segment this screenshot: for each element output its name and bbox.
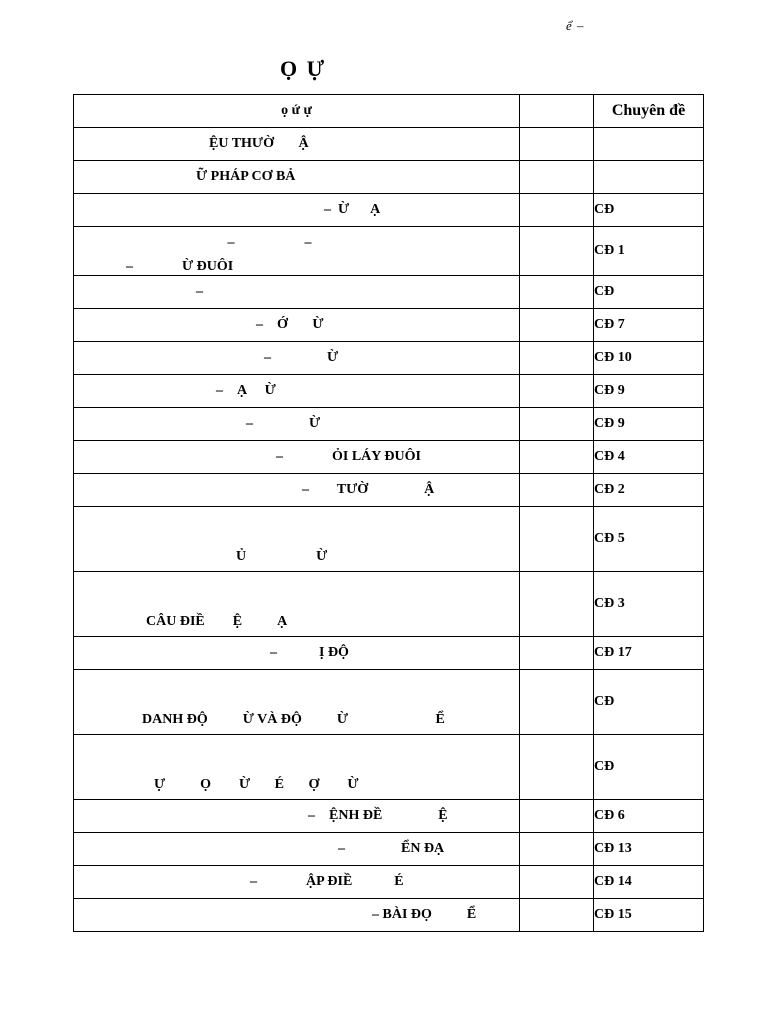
table-row [74,833,704,866]
table-row [74,194,704,227]
table-row [74,375,704,408]
row-title [74,227,520,276]
row-topic-code: CĐ 3 [594,572,704,637]
row-title-line: DANH ĐỘ Ừ VÀ ĐỘ Ừ Ể [142,712,445,727]
row-title [74,161,520,194]
row-blank [520,833,594,866]
row-title-line: – [196,284,203,299]
row-topic-code: CĐ 9 [594,375,704,408]
header-blank [520,95,594,128]
header-topic: Chuyên đề [594,95,704,128]
row-topic-code: CĐ 17 [594,637,704,670]
document-title: Ọ Ự [280,56,327,81]
row-title-line: – Ừ ĐUÔI [126,259,234,274]
row-title [74,194,520,227]
row-blank [520,800,594,833]
table-header-row [74,95,704,128]
row-title-line: – Ị ĐỘ [270,645,349,660]
row-blank [520,572,594,637]
table-row [74,161,704,194]
row-topic-code [594,161,704,194]
table-row [74,670,704,735]
table-row [74,735,704,800]
row-title-line: – BÀI ĐỌ Ể [372,907,477,922]
table-row [74,899,704,932]
row-title-line: – ỆNH ĐỀ Ệ [308,808,448,823]
row-blank [520,507,594,572]
table-row [74,227,704,276]
row-blank [520,637,594,670]
row-topic-code: CĐ 2 [594,474,704,507]
row-title [74,441,520,474]
row-title-line: – – [126,235,312,250]
row-title [74,474,520,507]
table-row [74,507,704,572]
row-title-line: – Ừ [264,350,339,365]
table-row [74,474,704,507]
row-title [74,800,520,833]
row-topic-code: CĐ 15 [594,899,704,932]
row-title-line: – ỂN ĐẠ [338,841,445,856]
row-topic-code: CĐ [594,276,704,309]
row-title [74,899,520,932]
row-topic-code: CĐ 10 [594,342,704,375]
row-blank [520,474,594,507]
row-title [74,128,520,161]
row-title-line: – Ớ Ừ [256,317,324,332]
row-title [74,342,520,375]
row-title-line: – Ạ Ừ [216,383,276,398]
table-row [74,572,704,637]
row-blank [520,342,594,375]
row-title [74,572,520,637]
row-title [74,408,520,441]
row-blank [520,276,594,309]
row-blank [520,161,594,194]
row-title-line: – Ừ [246,416,321,431]
row-title-line: – ẬP ĐIỀ É [250,874,404,889]
row-topic-code: CĐ [594,735,704,800]
row-topic-code: CĐ 6 [594,800,704,833]
table-row [74,637,704,670]
row-title-line: Ự Ọ Ừ É Ợ Ừ [154,777,359,792]
row-blank [520,441,594,474]
table-row [74,408,704,441]
row-title [74,670,520,735]
row-title [74,866,520,899]
row-topic-code: CĐ 13 [594,833,704,866]
row-blank [520,128,594,161]
row-blank [520,375,594,408]
row-topic-code: CĐ 4 [594,441,704,474]
row-title [74,637,520,670]
row-title [74,833,520,866]
row-topic-code: CĐ 1 [594,227,704,276]
row-title [74,276,520,309]
row-topic-code: CĐ 14 [594,866,704,899]
table-row [74,441,704,474]
row-blank [520,309,594,342]
row-blank [520,866,594,899]
table-row [74,276,704,309]
table-row [74,800,704,833]
row-topic-code: CĐ 9 [594,408,704,441]
row-blank [520,194,594,227]
row-topic-code: CĐ [594,194,704,227]
header-content: ọ ứ ự [74,95,520,128]
row-title [74,375,520,408]
row-blank [520,899,594,932]
contents-table [73,94,704,932]
row-blank [520,408,594,441]
row-title-line: – ỎI LÁY ĐUÔI [276,449,421,464]
table-row [74,866,704,899]
table-row [74,128,704,161]
table-row [74,342,704,375]
row-title-line: Ủ Ừ [236,549,328,564]
row-title-line: CÂU ĐIỀ Ệ Ạ [146,614,288,629]
row-blank [520,670,594,735]
row-blank [520,735,594,800]
row-title-line: Ữ PHÁP CƠ BẢ [196,169,296,184]
table-row [74,309,704,342]
row-title-line: – TƯỜ Ậ [302,482,435,497]
row-topic-code: CĐ 5 [594,507,704,572]
row-topic-code: CĐ [594,670,704,735]
row-title [74,507,520,572]
row-topic-code: CĐ 7 [594,309,704,342]
row-title [74,735,520,800]
row-title-line: – Ừ Ạ [324,202,381,217]
row-blank [520,227,594,276]
header-note: ể – [566,18,585,33]
row-title-line: ỆU THƯỜ Ậ [209,136,309,151]
row-title [74,309,520,342]
row-topic-code [594,128,704,161]
